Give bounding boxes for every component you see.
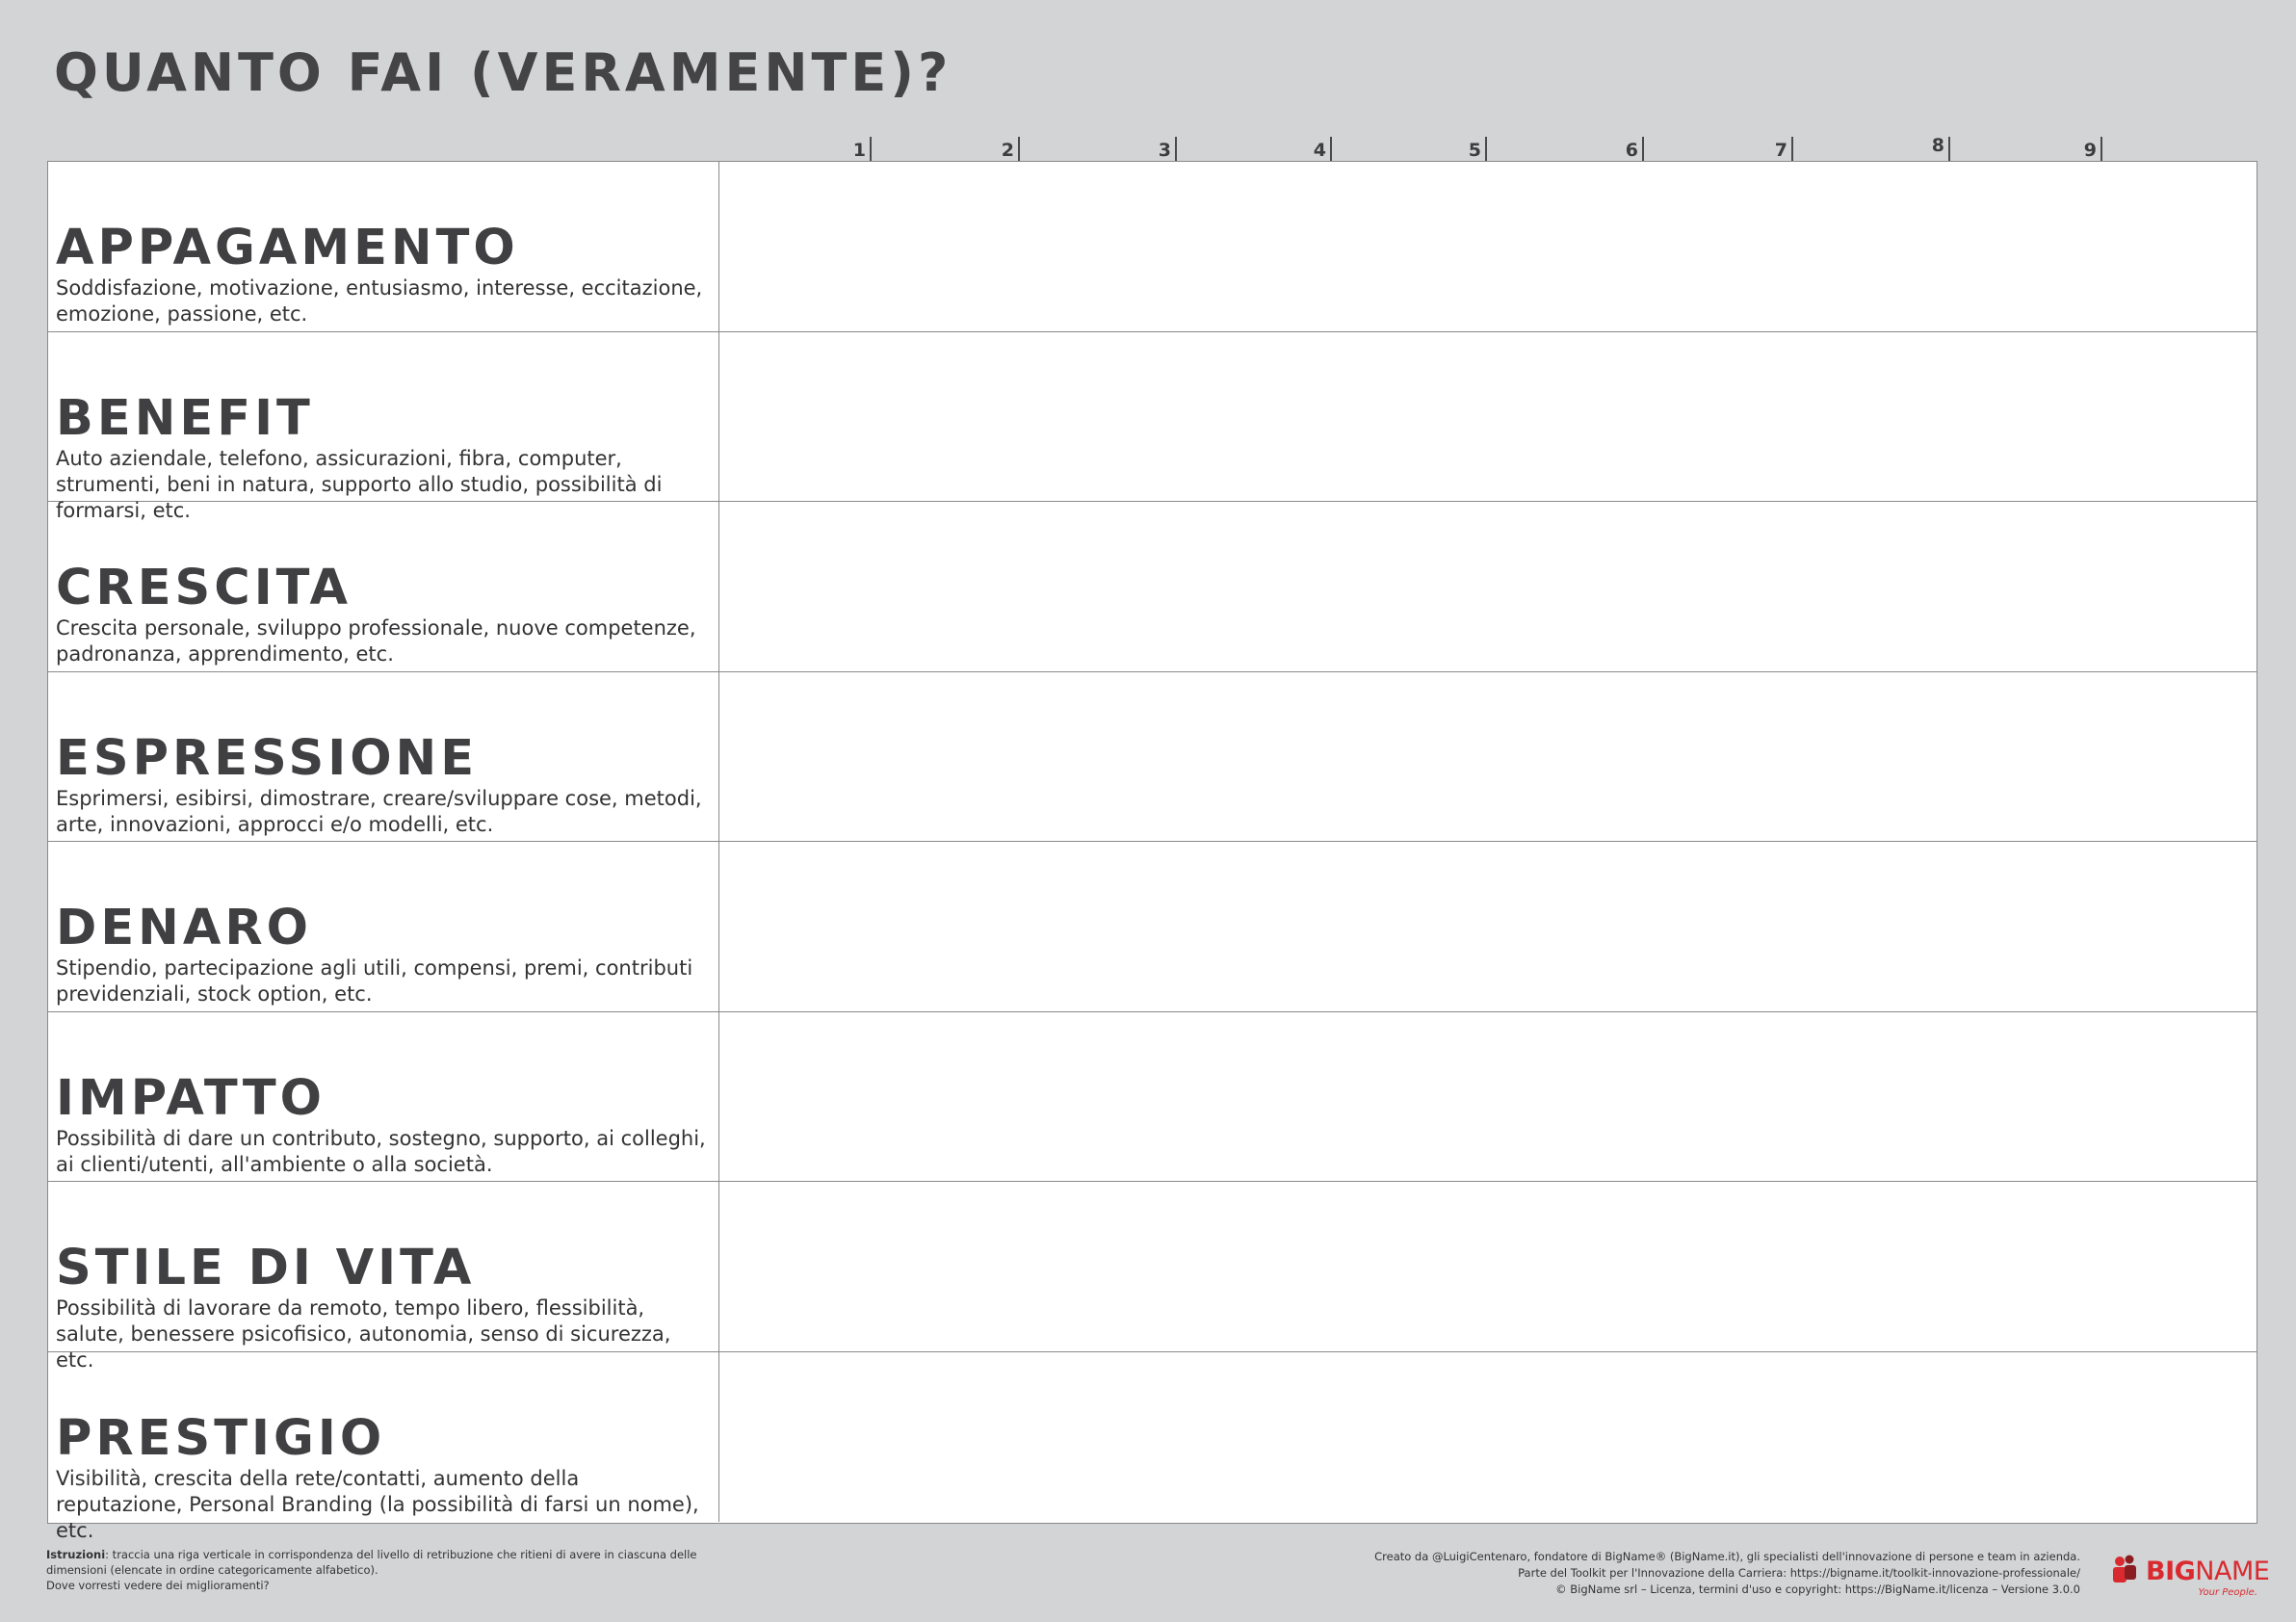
category-title: STILE DI VITA — [56, 1240, 476, 1296]
instructions-text: : traccia una riga verticale in corrispondenza del livello di retribuzione che ritieni di avere in ciascuna delle dimensioni (elencate in ordine categoricamente alfabetico). — [46, 1548, 697, 1577]
category-row — [48, 332, 2257, 522]
instructions-question: Dove vorresti vedere dei miglioramenti? — [46, 1579, 270, 1592]
category-row — [48, 1012, 2257, 1183]
bigname-logo — [2111, 1551, 2275, 1597]
category-description: Soddisfazione, motivazione, entusiasmo, interesse, eccitazione, emozione, passione, etc. — [56, 276, 703, 326]
logo-name: NAME — [2195, 1557, 2270, 1586]
category-title: APPAGAMENTO — [56, 220, 519, 276]
category-title: CRESCITA — [56, 560, 352, 616]
logo-tagline: Your People. — [2198, 1587, 2257, 1598]
page-title: QUANTO FAI (VERAMENTE)? — [54, 42, 952, 103]
instructions — [46, 1547, 701, 1593]
credits — [1213, 1549, 2080, 1598]
logo-wordmark — [2146, 1557, 2269, 1586]
category-description: Possibilità di dare un contributo, sostegno, supporto, ai colleghi, ai clienti/utenti, all'ambiente o alla società. — [56, 1126, 706, 1176]
category-label-cell — [48, 842, 719, 1011]
category-description: Auto aziendale, telefono, assicurazioni, fibra, computer, strumenti, beni in natura, supporto allo studio, possibilità di formarsi, etc. — [56, 446, 663, 522]
rating-cell[interactable] — [719, 502, 2257, 671]
category-row — [48, 1182, 2257, 1372]
scale-label-1: 1 — [852, 140, 866, 161]
rating-cell[interactable] — [719, 1352, 2257, 1523]
rating-cell[interactable] — [719, 672, 2257, 842]
category-row — [48, 162, 2257, 332]
credit-line-3: © BigName srl – Licenza, termini d'uso e copyright: https://BigName.it/licenza – Versione 3.0.0 — [1555, 1583, 2080, 1596]
category-label-cell — [48, 502, 719, 671]
category-label-cell — [48, 1352, 719, 1542]
rating-cell[interactable] — [719, 1012, 2257, 1182]
scale-label-6: 6 — [1625, 140, 1638, 161]
category-row — [48, 1352, 2257, 1542]
scale-label-4: 4 — [1313, 140, 1326, 161]
category-title: PRESTIGIO — [56, 1409, 386, 1467]
scale-label-5: 5 — [1468, 140, 1481, 161]
people-icon — [2111, 1555, 2138, 1583]
rating-cell[interactable] — [719, 332, 2257, 502]
logo-big: BIG — [2146, 1557, 2196, 1586]
category-row — [48, 672, 2257, 843]
category-description: Esprimersi, esibirsi, dimostrare, creare/sviluppare cose, metodi, arte, innovazioni, approcci e/o modelli, etc. — [56, 786, 702, 836]
category-description: Crescita personale, sviluppo professionale, nuove competenze, padronanza, apprendimento, etc. — [56, 616, 696, 666]
scale-label-2: 2 — [1001, 140, 1014, 161]
category-title: IMPATTO — [56, 1069, 326, 1127]
category-description: Stipendio, partecipazione agli utili, compensi, premi, contributi previdenziali, stock option, etc. — [56, 956, 693, 1006]
category-description: Possibilità di lavorare da remoto, tempo libero, flessibilità, salute, benessere psicofisico, autonomia, senso di sicurezza, etc. — [56, 1296, 671, 1372]
credit-line-2: Parte del Toolkit per l'Innovazione della Carriera: https://bigname.it/toolkit-innovazione-professionale/ — [1518, 1566, 2080, 1580]
scale-label-7: 7 — [1774, 140, 1787, 161]
category-row — [48, 842, 2257, 1012]
category-label-cell — [48, 672, 719, 842]
rating-cell[interactable] — [719, 1182, 2257, 1351]
category-title: BENEFIT — [56, 389, 314, 447]
category-row — [48, 502, 2257, 672]
instructions-label: Istruzioni — [46, 1548, 106, 1561]
rating-cell[interactable] — [719, 162, 2257, 331]
rating-grid — [47, 161, 2257, 1542]
category-label-cell — [48, 1012, 719, 1182]
category-title: DENARO — [56, 900, 312, 956]
category-label-cell — [48, 332, 719, 522]
scale-label-8: 8 — [1931, 135, 1944, 156]
category-label-cell — [48, 162, 719, 331]
scale-label-9: 9 — [2083, 140, 2097, 161]
credit-line-1: Creato da @LuigiCentenaro, fondatore di BigName® (BigName.it), gli specialisti dell'innovazione di persone e team in azienda. — [1374, 1550, 2080, 1563]
category-title: ESPRESSIONE — [56, 729, 479, 787]
category-label-cell — [48, 1182, 719, 1372]
category-description: Visibilità, crescita della rete/contatti, aumento della reputazione, Personal Branding (la possibilità di farsi un nome), etc. — [56, 1466, 699, 1542]
scale-label-3: 3 — [1158, 140, 1171, 161]
rating-cell[interactable] — [719, 842, 2257, 1011]
